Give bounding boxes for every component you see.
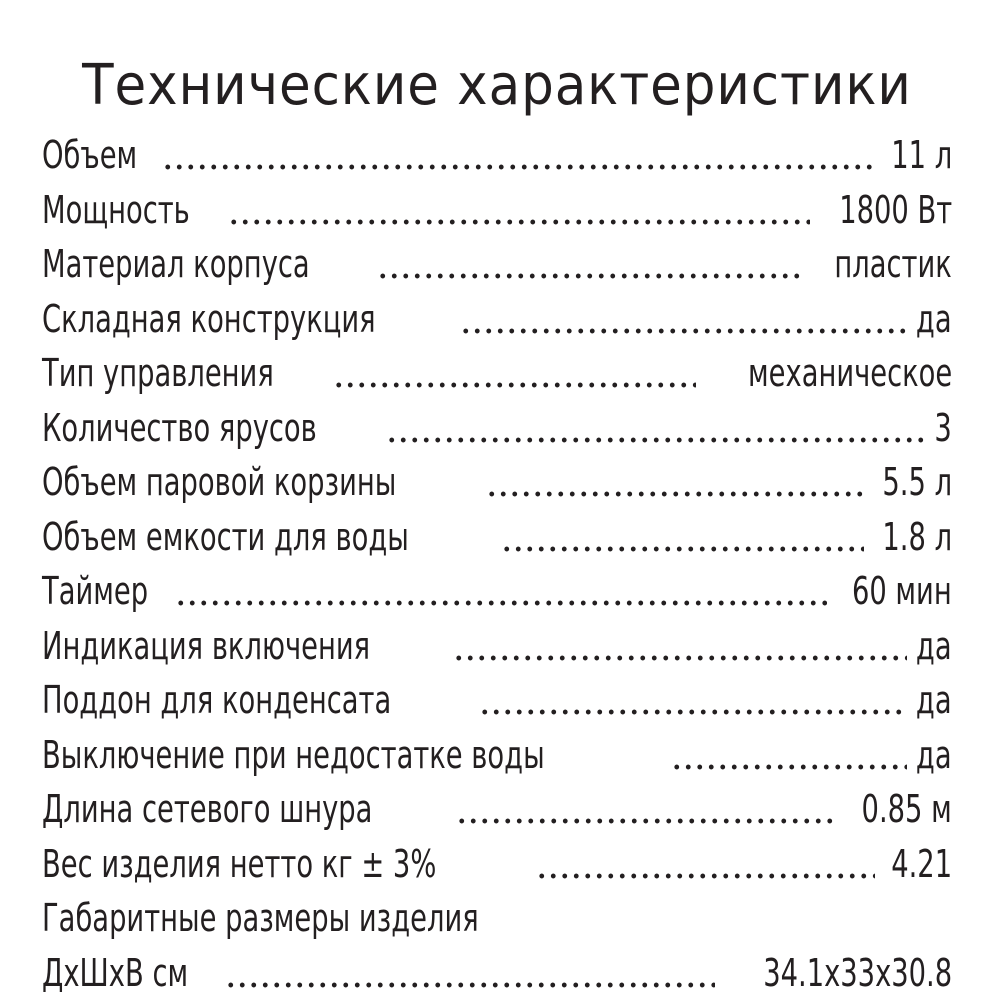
- spec-value: 60 мин: [852, 569, 952, 613]
- spec-label: Складная конструкция: [42, 296, 376, 341]
- spec-label: Объем емкости для воды: [42, 514, 409, 559]
- dot-leader: [479, 708, 906, 716]
- spec-value: 1.8 л: [882, 514, 952, 559]
- spec-label: Тип управления: [42, 351, 274, 395]
- spec-value: да: [916, 623, 952, 668]
- dot-leader: [225, 981, 715, 989]
- spec-value: да: [916, 296, 952, 341]
- dot-leader: [501, 545, 864, 553]
- dot-leader: [486, 490, 864, 498]
- spec-row-drip-tray: [42, 673, 952, 728]
- dot-leader: [377, 272, 804, 280]
- spec-label: Объем: [42, 133, 138, 177]
- spec-row-net-weight: [42, 837, 952, 892]
- spec-value: 34.1х33х30.8: [763, 950, 952, 995]
- dot-leader: [162, 163, 875, 171]
- spec-label: Материал корпуса: [42, 242, 310, 286]
- dot-leader: [175, 599, 826, 607]
- spec-label: Поддон для конденсата: [42, 678, 392, 722]
- spec-label: Таймер: [42, 569, 149, 613]
- spec-row-foldable: [42, 292, 952, 347]
- spec-label: Вес изделия нетто кг ± 3%: [42, 841, 437, 886]
- spec-label: Индикация включения: [42, 623, 371, 668]
- dot-leader: [536, 872, 875, 880]
- dot-leader: [456, 817, 839, 825]
- dot-leader: [671, 763, 907, 771]
- spec-value: механическое: [747, 351, 952, 395]
- spec-value: 4.21: [891, 841, 952, 886]
- spec-row-body-material: [42, 237, 952, 292]
- spec-row-power-indicator: [42, 619, 952, 674]
- dot-leader: [228, 218, 810, 226]
- spec-label: Количество ярусов: [42, 405, 317, 450]
- spec-value: 3: [934, 405, 952, 450]
- spec-row-cord-length: [42, 782, 952, 837]
- dot-leader: [333, 381, 696, 389]
- spec-label: Объем паровой корзины: [42, 460, 397, 504]
- spec-row-timer: [42, 564, 952, 619]
- dot-leader: [460, 327, 907, 335]
- spec-label: Габаритные размеры изделия: [42, 896, 479, 940]
- spec-row-low-water-shutoff: [42, 728, 952, 783]
- page-title: Технические характеристики: [82, 53, 912, 118]
- spec-list: [42, 128, 952, 1000]
- spec-value: 5.5 л: [882, 460, 952, 504]
- spec-row-dimensions: [42, 946, 952, 1000]
- spec-row-power: [42, 183, 952, 238]
- spec-label: Длина сетевого шнура: [42, 787, 373, 831]
- dot-leader: [386, 436, 929, 444]
- spec-value: 11 л: [891, 133, 952, 177]
- spec-row-control-type: [42, 346, 952, 401]
- spec-value: да: [916, 678, 952, 722]
- spec-value: 0.85 м: [861, 787, 952, 831]
- dot-leader: [453, 654, 907, 662]
- spec-value: да: [916, 732, 952, 777]
- spec-label: ДхШхВ см: [42, 950, 189, 995]
- spec-label: Выключение при недостатке воды: [42, 732, 545, 777]
- spec-row-water-tank: [42, 510, 952, 565]
- spec-row-volume: [42, 128, 952, 183]
- spec-label: Мощность: [42, 187, 190, 232]
- spec-value: 1800 Вт: [839, 187, 952, 232]
- spec-row-dimensions-heading: [42, 891, 952, 946]
- spec-value: пластик: [834, 242, 952, 286]
- spec-row-basket-volume: [42, 455, 952, 510]
- spec-row-tiers: [42, 401, 952, 456]
